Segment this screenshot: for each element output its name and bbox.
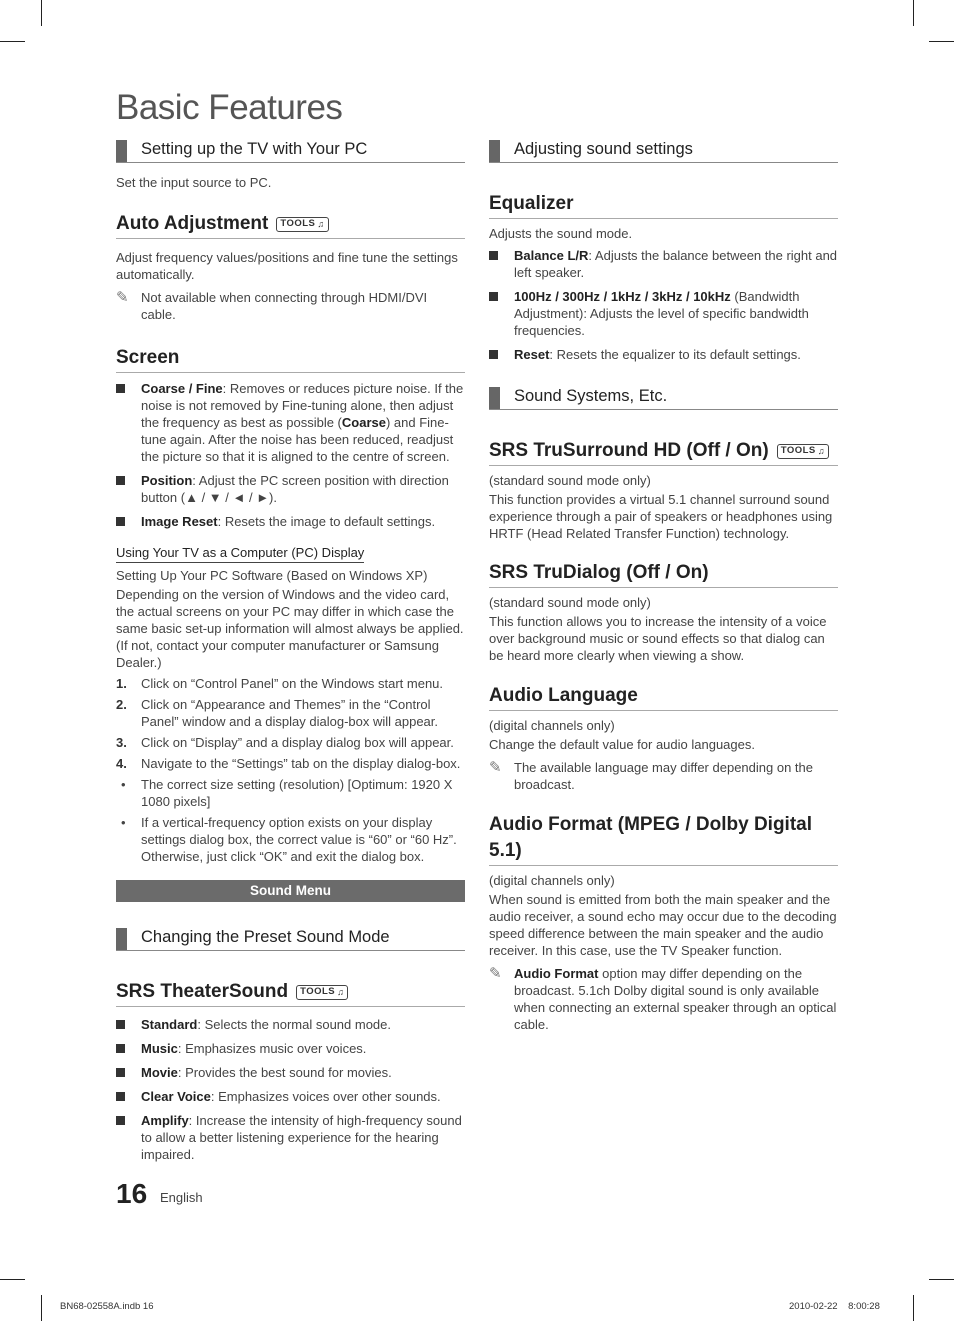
audio-format-text: When sound is emitted from both the main speaker and the audio receiver, a sound echo may occur due to the decoding speed difference between the main speaker and the audio receiver. In this case, use the TV Speaker function. xyxy=(489,892,837,958)
list-item: Reset: Resets the equalizer to its default settings. xyxy=(489,346,838,363)
dot-bullet-icon: • xyxy=(121,777,126,792)
list-item: Standard: Selects the normal sound mode. xyxy=(116,1016,465,1033)
note-text: The available language may differ depending on the broadcast. xyxy=(514,760,813,792)
crop-mark xyxy=(0,41,25,42)
square-bullet-icon xyxy=(489,292,498,301)
pencil-icon: ✎ xyxy=(116,289,129,306)
square-bullet-icon xyxy=(116,1020,125,1029)
audio-language-mode: (digital channels only) xyxy=(489,718,615,733)
section-preset-sound xyxy=(116,926,465,951)
section-heading: Changing the Preset Sound Mode xyxy=(141,928,390,946)
list-item: Balance L/R: Adjusts the balance between the right and left speaker. xyxy=(489,247,838,281)
crop-mark xyxy=(929,1279,954,1280)
square-bullet-icon xyxy=(116,384,125,393)
sound-menu-bar: Sound Menu xyxy=(116,880,465,902)
heading-text: SRS TruSurround HD (Off / On) xyxy=(489,440,769,461)
tools-badge: TOOLS ♫ xyxy=(777,444,829,459)
section-bar xyxy=(489,387,500,409)
trudialog-heading xyxy=(489,560,838,588)
theater-sound-heading xyxy=(116,979,465,1007)
list-item: 1. Click on “Control Panel” on the Windows start menu. xyxy=(116,676,444,691)
trudialog-mode: (standard sound mode only) xyxy=(489,595,651,610)
list-item: Music: Emphasizes music over voices. xyxy=(116,1040,465,1057)
trusurround-mode: (standard sound mode only) xyxy=(489,473,651,488)
square-bullet-icon xyxy=(116,1092,125,1101)
list-item: Image Reset: Resets the image to default settings. xyxy=(116,513,465,530)
note xyxy=(116,289,465,323)
square-bullet-icon xyxy=(116,1044,125,1053)
steps-list xyxy=(116,675,465,772)
crop-mark xyxy=(913,1295,914,1321)
section-heading: Setting up the TV with Your PC xyxy=(141,140,368,158)
heading-text: Equalizer xyxy=(489,193,574,214)
list-item: 100Hz / 300Hz / 1kHz / 3kHz / 10kHz (Bandwidth Adjustment): Adjusts the level of specific bandwidth frequencies. xyxy=(489,288,838,339)
section-pc-setup xyxy=(116,138,465,163)
section-adjusting-sound xyxy=(489,138,838,163)
list-item: 2. Click on “Appearance and Themes” in the “Control Panel” window and a display dialog-box will appear. xyxy=(116,697,439,729)
heading-text: Audio Language xyxy=(489,685,638,706)
heading-text: SRS TruDialog (Off / On) xyxy=(489,562,709,583)
using-pc-title: Using Your TV as a Computer (PC) Display xyxy=(116,544,364,563)
trudialog-text: This function allows you to increase the intensity of a voice over background music or sound effects so that dialog can be heard more clearly when viewing a show. xyxy=(489,614,827,663)
theater-sound-list xyxy=(116,1016,465,1163)
page-title: Basic Features xyxy=(116,88,343,127)
auto-adjustment-text: Adjust frequency values/positions and fine tune the settings automatically. xyxy=(116,250,458,282)
using-pc-subtitle: Setting Up Your PC Software (Based on Windows XP) xyxy=(116,568,428,583)
section-bar xyxy=(116,928,127,950)
square-bullet-icon xyxy=(116,476,125,485)
section-heading: Adjusting sound settings xyxy=(514,140,693,158)
tools-badge: TOOLS ♫ xyxy=(276,217,328,232)
list-item: Coarse / Fine: Removes or reduces picture noise. If the noise is not removed by Fine-tuning alone, then adjust the frequency as best as possible (Coarse) and Fine-tune again. After the noise has been reduced, readjust the picture so that it is aligned to the centre of screen. xyxy=(116,380,465,465)
crop-mark xyxy=(0,1279,25,1280)
list-item: Movie: Provides the best sound for movies. xyxy=(116,1064,465,1081)
screen-list xyxy=(116,380,465,530)
list-item: • If a vertical-frequency option exists on your display settings dialog box, the correct value is “60” or “60 Hz”. Otherwise, just click “OK” and exit the dialog box. xyxy=(121,815,457,864)
auto-adjustment-heading xyxy=(116,211,465,239)
heading-text: Auto Adjustment xyxy=(116,213,269,234)
square-bullet-icon xyxy=(489,251,498,260)
section-bar xyxy=(489,140,500,162)
list-item: 4. Navigate to the “Settings” tab on the display dialog-box. xyxy=(116,756,461,771)
footer-date-label: 2010-02-22 8:00:28 xyxy=(789,1301,880,1312)
heading-text: SRS TheaterSound xyxy=(116,981,289,1002)
equalizer-text: Adjusts the sound mode. xyxy=(489,226,633,241)
using-pc-intro: Depending on the version of Windows and the video card, the actual screens on your PC may differ in which case the same basic set-up information will almost always be applied. (If not, contact your computer manufacturer or Samsung Dealer.) xyxy=(116,587,464,670)
list-item: 3. Click on “Display” and a display dialog box will appear. xyxy=(116,735,454,750)
heading-text: Screen xyxy=(116,347,180,368)
dot-bullet-icon: • xyxy=(121,815,126,830)
square-bullet-icon xyxy=(489,350,498,359)
right-column xyxy=(489,138,838,1033)
list-item: Clear Voice: Emphasizes voices over other sounds. xyxy=(116,1088,465,1105)
page-number: 16 xyxy=(116,1178,148,1209)
square-bullet-icon xyxy=(116,1068,125,1077)
list-item: Amplify: Increase the intensity of high-frequency sound to allow a better listening experience for the hearing impaired. xyxy=(116,1112,465,1163)
section-heading: Sound Systems, Etc. xyxy=(514,387,668,405)
list-item: Position: Adjust the PC screen position with direction button (▲ / ▼ / ◄ / ►). xyxy=(116,472,465,506)
trusurround-text: This function provides a virtual 5.1 channel surround sound experience through a pair of speakers or headphones using HRTF (Head Related Transfer Function) technology. xyxy=(489,492,833,541)
audio-format-mode: (digital channels only) xyxy=(489,873,615,888)
section-sound-systems xyxy=(489,385,838,410)
heading-text: Audio Format (MPEG / Dolby Digital 5.1) xyxy=(489,814,812,861)
music-note-icon: ♫ xyxy=(317,219,325,229)
equalizer-list xyxy=(489,247,838,363)
trusurround-heading xyxy=(489,438,838,466)
square-bullet-icon xyxy=(116,1116,125,1125)
audio-language-heading xyxy=(489,683,838,711)
note xyxy=(489,759,838,793)
list-item: • The correct size setting (resolution) [Optimum: 1920 X 1080 pixels] xyxy=(121,777,453,809)
pc-setup-text: Set the input source to PC. xyxy=(116,175,272,190)
crop-mark xyxy=(41,0,42,26)
crop-mark xyxy=(929,41,954,42)
audio-format-heading xyxy=(489,812,838,866)
crop-mark xyxy=(913,0,914,26)
bullet-list xyxy=(116,776,465,865)
square-bullet-icon xyxy=(116,517,125,526)
note-text: Not available when connecting through HDMI/DVI cable. xyxy=(141,290,428,322)
section-bar xyxy=(116,140,127,162)
equalizer-heading xyxy=(489,191,838,219)
note xyxy=(489,965,838,1033)
footer-file-label: BN68-02558A.indb 16 xyxy=(60,1301,154,1312)
audio-language-text: Change the default value for audio languages. xyxy=(489,737,755,752)
left-column xyxy=(116,138,465,1163)
crop-mark xyxy=(41,1295,42,1321)
pencil-icon: ✎ xyxy=(489,759,502,776)
pencil-icon: ✎ xyxy=(489,965,502,982)
tools-badge: TOOLS ♫ xyxy=(296,985,348,1000)
music-note-icon: ♫ xyxy=(337,987,345,997)
music-note-icon: ♫ xyxy=(817,446,826,456)
page-language: English xyxy=(160,1190,203,1205)
screen-heading xyxy=(116,345,465,373)
note-text: Audio Format option may differ depending on the broadcast. 5.1ch Dolby digital sound is only available when connecting an external speaker through an optical cable. xyxy=(514,966,837,1032)
